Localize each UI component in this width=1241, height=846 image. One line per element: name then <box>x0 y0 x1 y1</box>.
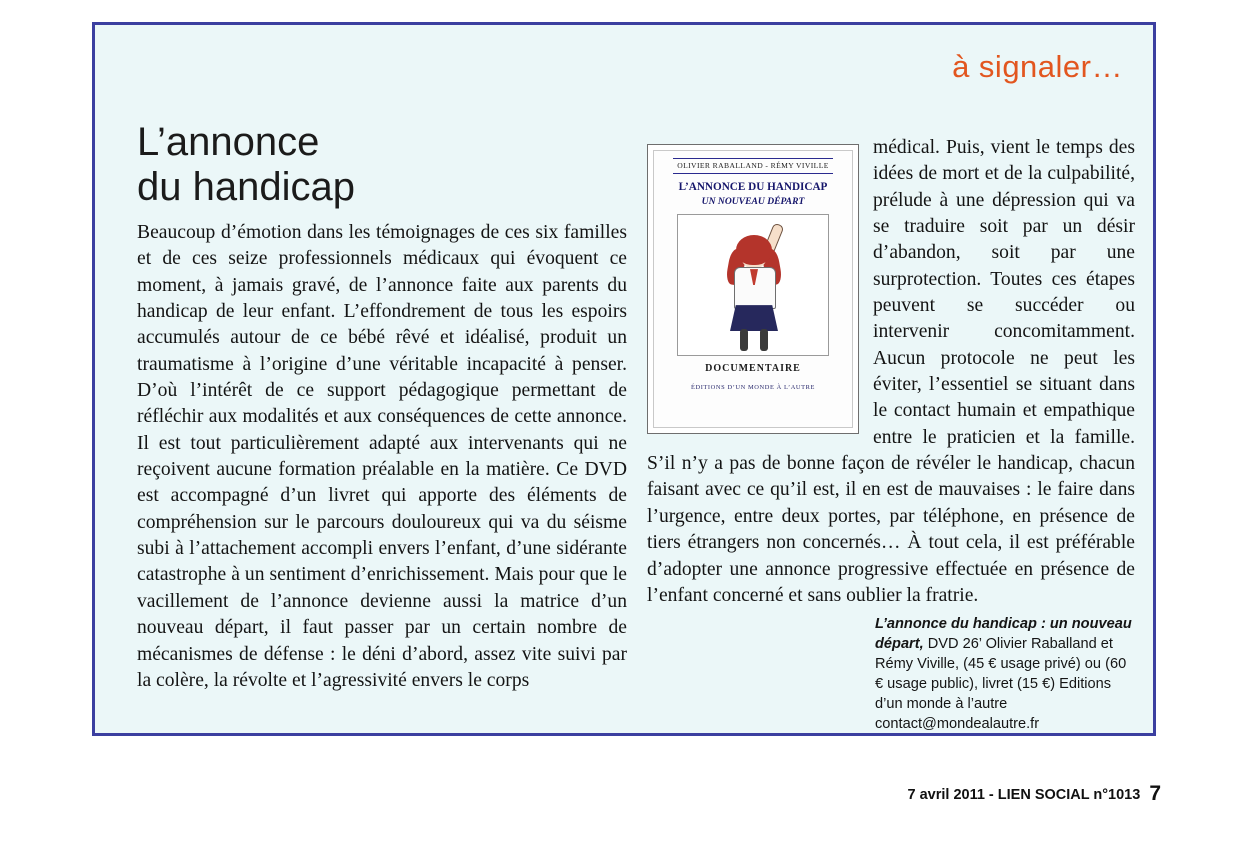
dvd-cover-inner <box>653 150 853 428</box>
illustration-leg-left <box>740 329 748 351</box>
section-rubric: à signaler… <box>952 49 1123 84</box>
illustration-skirt <box>730 305 778 331</box>
title-line-2: du handicap <box>137 164 355 209</box>
footer-page-number: 7 <box>1149 782 1161 805</box>
title-line-1: L’annonce <box>137 119 320 164</box>
reference-block <box>875 615 1137 735</box>
illustration-hair-top <box>736 235 772 265</box>
dvd-cover-publisher: ÉDITIONS D’UN MONDE À L’AUTRE <box>690 383 816 391</box>
dvd-cover-authors: OLIVIER RABALLAND - RÉMY VIVILLE <box>673 158 833 174</box>
footer-issue-text: 7 avril 2011 - LIEN SOCIAL n°1013 <box>907 787 1141 803</box>
body-paragraph-right: médical. Puis, vient le temps des idées de mort et de la culpabilité, prélude à une dépression qui va se traduire soit par un désir d’abandon, soit par une surprotection. Toutes ces étapes peuvent se succéder ou intervenir concomitamment. Aucun protocole ne peut les éviter, l’essentiel se situant dans le contact humain et empathique entre le praticien et la famille. S’il n’y a pas de bonne façon de révéler le handicap, chacun faisant avec ce qu’il est, il en est de mauvaises : le faire dans l’urgence, entre deux portes, par téléphone, en présence de tiers étrangers non concernés… À tout cela, il est préférable d’adopter une annonce progressive effectuée en présence de l’enfant concerné et sans oublier la fratrie. <box>647 137 1135 606</box>
dvd-cover-subtitle: UN NOUVEAU DÉPART <box>701 196 805 208</box>
illustration-leg-right <box>760 329 768 351</box>
dvd-cover-wrapper <box>647 144 859 434</box>
page-title <box>137 120 617 210</box>
reference-details: DVD 26’ Olivier Raballand et Rémy Viville, (45 € usage privé) ou (60 € usage public), livret (15 €) Editions d’un monde à l’autre contact@mondealautre.fr <box>875 635 1127 732</box>
reference-work-title: L’annonce du handicap : un nouveau départ, <box>875 616 1132 652</box>
body-paragraph-left: Beaucoup d’émotion dans les témoignages de ces six familles et de ces seize professionnels médicaux qui évoquent ce moment, à jamais gravé, de l’annonce faite aux parents du handicap de leur enfant. L’effondrement de tous les espoirs accumulés autour de ce bébé rêvé et idéalisé, produit un traumatisme à l’origine d’une véritable incapacité à penser. D’où l’intérêt de ce support pédagogique permettant de réfléchir aux modalités et aux conséquences de cette annonce. Il est tout particulièrement adapté aux intervenants qui ne reçoivent aucune formation préalable en la matière. Ce DVD est accompagné d’un livret qui apporte des éléments de compréhension sur le parcours douloureux qui va du séisme subi à l’attachement accompli envers l’enfant, d’une sidérante catastrophe à un sentiment d’enrichissement. Mais pour que le vacillement de l’annonce devienne aussi la matrice d’un nouveau départ, il faut passer par un certain nombre de mécanismes de défense : le déni d’abord, assez vite suivi par la colère, la révolte et l’agressivité envers le corps <box>137 222 627 691</box>
dvd-cover-illustration <box>677 214 829 356</box>
article-panel <box>92 22 1156 736</box>
body-column-left <box>137 220 627 694</box>
page-footer <box>908 782 1162 806</box>
dvd-cover-image <box>647 144 859 434</box>
dvd-cover-title: L’ANNONCE DU HANDICAP <box>678 181 828 194</box>
body-column-right <box>647 135 1135 609</box>
dvd-cover-genre: DOCUMENTAIRE <box>705 363 801 375</box>
